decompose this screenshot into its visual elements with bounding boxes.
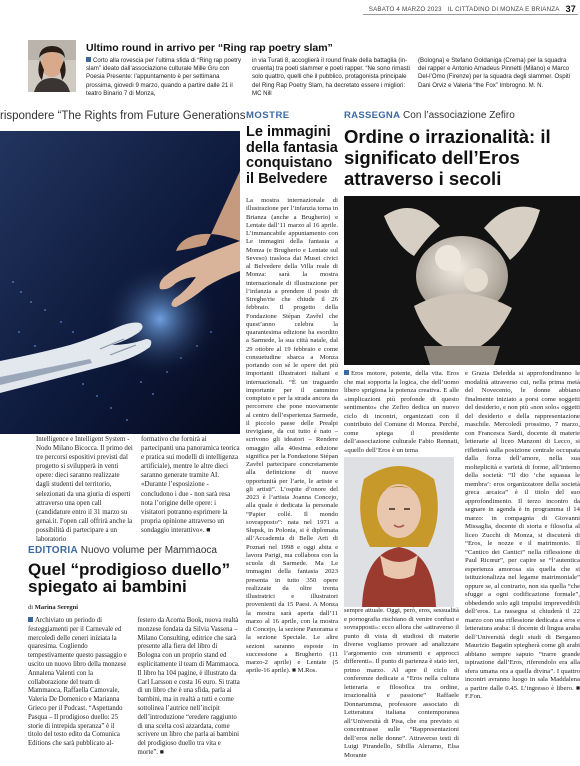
editoria-kicker-label: EDITORIA: [28, 545, 78, 556]
editoria-col-2: festero da Acoma Book, nuova realtà monzese fondata da Silvia Vassena – Milano Consulting, editrice che sarà presente alla fiera del libro di Bologna con un proprio stand ed esplicitamente il team di Mammaoca. Il libro ha 104 pagine, è illustrato da Carl Larsson e costa 16 euro. Si tratta di un libro che è una sfida, parla ai bambini, ma in realtà a tutti e come sottolinea l’autrice nell’incipit dell’introduzione “eredere raggiunto di una scelta così azzardata, come scrivere un libro che parla ai bambini del prodigioso duello tra vita e morte”. ■: [137, 617, 240, 756]
rassegna-kicker-label: RASSEGNA: [344, 110, 401, 121]
rassegna-title: Ordine o irrazionalità: il significato dell’Eros attraverso i secoli: [344, 126, 551, 189]
cupid-psyche-sculpture: [344, 196, 580, 365]
teaser-col-1-text: Corto alla rovescia per l’ultima sfida di “Ring rap poetry slam” ideato dall’associazione culturale Mille Gru con Poesia Presente: l’appuntamento è per settimana prossima, giovedì 9 marzo, quando a partire dalle 21 il teatro Binario 7 di Monza,: [86, 57, 242, 97]
editoria-body: [28, 617, 240, 763]
page-number: 37: [565, 4, 576, 14]
ai-article: [0, 105, 246, 544]
rassegna-col-1: [344, 370, 459, 760]
editoria-byline: [28, 604, 78, 611]
rassegna-col-1a: Eros motore, potente, della vita. Eros che mai sopporta la logica, che dell’uomo libero sprigiona la potenza creativa. E alle «implicazioni più profonde di questo sentimento» che Zefiro dedica un nuovo ciclo di incontri, organizzati con il contributo del Comune di Monza. Perché, come spiega il presidente dell’associazione culturale Fabio Rennati, «quello dell’Eros è un tema: [344, 370, 459, 454]
header-info: [369, 4, 576, 14]
rassegna-article: [344, 110, 580, 766]
header-rule: [363, 14, 578, 15]
teaser-col-1: [86, 57, 244, 97]
editoria-col-1: [28, 617, 131, 763]
person-portrait-image: [28, 40, 76, 92]
rassegna-col-1b: sempre attuale. Oggi, però, eros, sessualità e pornografia rischiano di venire confusi e sovrapposti»: ecco allora che «attraverso il punto di vista di studiosi di materie diverse vogliamo provare ad analizzare l’argomento con strumenti e approcci differenti». Il punto di partenza è stato ieri, primo marzo. Al apre il ciclo di conferenze dedicate a “Eros nella cultura letteraria e filosofica tra ordine, irrazionalità e passione” Raffaele Donnarumma, professore associato di Letteratura italiana contemporanea all’Università di Pisa, che era previsto si concentrasse sulle “Rappresentazioni dell’eros nelle donne”. Attraverso testi di Luigi Pirandello, Sibilla Aleramo, Elsa Morante: [344, 607, 459, 759]
eros-sculpture-image: [344, 196, 580, 365]
rassegna-col-2a: e Grazia Deledda si approfondiranno le modalità attraverso cui, nella prima metà del Novecento, le donne abbiano finalmente iniziato a porsi come soggetti del desiderio, e non più «non solo» oggetti del desiderio e della rappresentazione maschile. Mercoledì prossimo, 7 marzo, con Francesca Sardi, docente di materie letterarie al liceo Manzoni di Lecco, si rifletterà sulla posizione: [465, 370, 580, 454]
rassegna-col-2: [465, 370, 580, 760]
ai-article-headline: rispondere “The Rights from Future Generations: [0, 110, 246, 122]
byline-prefix: di: [28, 604, 34, 611]
bullet-square-icon: [86, 57, 91, 62]
ai-col-1: Intelligence e Intelligent System - Nodo Milano Bicocca. Il primo dei tre percorsi espositivi previsti dal progetto si svilupperà in venti opere: dieci saranno realizzate dagli studenti del territorio, selezionati da una giuria di esperti attraverso una open call (candidature entro il 31 marzo su genai.it. I'open call offrirà anche la possibilità di partecipare a un laboratorio: [36, 436, 133, 544]
mostre-kicker: MOSTRE: [246, 110, 290, 121]
rassegna-kicker: [344, 110, 580, 121]
byline-name: Marina Seregni: [34, 604, 79, 611]
ai-article-body: [36, 435, 240, 544]
teaser-col-2: in via Turati 8, accoglierà il round finale della battaglia (in-cruenta) tra poeti slammer e poeti rapper. “Ne sono rimasti solo quattro, quelli che il pubblico, protagonista principale del Ring Rap Poetry Slam, ha decretato essere i migliori: MC Nill: [252, 57, 410, 97]
woman-portrait-illustration: [344, 457, 454, 607]
rassegna-kicker-sub: Con l’associazione Zefiro: [403, 110, 515, 121]
portrait-wrap: [344, 457, 459, 607]
teaser-body: [86, 57, 576, 97]
editoria-article: [28, 545, 240, 766]
ai-col-2: formativo che fornirà ai partecipanti una panoramica teorica e pratica sui modelli di intelligenza artificiale), mentre le altre dieci saranno generate tramite AI. «Durante l’esposizione - concludono i due - non sarà resa nota l’origine delle opere: i visitatori potranno esprimere la propria opinione attraverso un sondaggio interattivo». ■: [141, 436, 240, 534]
header-paper-name: IL CITTADINO DI MONZA E BRIANZA: [447, 5, 560, 13]
teaser-title: Ultimo round in arrivo per “Ring rap poetry slam”: [86, 42, 333, 54]
mostre-title: Le immagini della fantasia conquistano il Belvedere: [246, 124, 338, 187]
bullet-square-icon: [344, 370, 349, 375]
rassegna-body: [344, 370, 580, 760]
teaser-col-3: (Bologna) e Stefano Goldaniga (Crema) per la squadra dei rapper e Antonio Amadeus Pinnetti (Milano) e Marco Del-l’Omo (Firenze) per la squadra degli slammer. Ospiti Dani Orviz e Valeria “the Fox” Imbrogno. M. N.: [418, 57, 571, 89]
bullet-square-icon: [28, 617, 33, 622]
editoria-title: Quel “prodigioso duello” spiegato ai bambini: [28, 560, 231, 596]
page-header: [0, 0, 580, 40]
woman-portrait-image: [344, 457, 454, 597]
editoria-col-1-text: Archiviato un periodo di festeggiamenti per il Carnevale ed mercoledì delle ceneri iniziata la quaresima. Cogliendo tempestivamente questo passaggio e uscito un nuovo libro della monzese Annalena Valenti con la collaborazione del team di Mammaoca, Raffaella Camovale, Valeria De Domenico e Marianna Grieco per il Podcast. “Aspettando Pasqua – Il prodigioso duello: 25 storie di intrepida speranza” è il titolo del testo edito da Comunica Editions che sarà pubblicato al-: [28, 617, 127, 748]
rassegna-col-2b: centrale occupata dalla forza dell’amore, nella sua molteplicità e varietà di forme, all’interno della società: “Il dio ‘che squassa le membra’: eros organizzatore della società greca arcaica” è il titolo del suo approfondimento. Il terzo incontro da segnare in agenda è in programma il 14 marzo: in compagnia di Giovanni Missaglia, docente di storia e filosofia al liceo Zucchi di Monza, si discuterà di “Eros, le nozze e il matrimonio. Il “Cantico dei Cantici” nella riflessione di Paul Ricœur”, per capire se “l’autentica esperienza amorosa sia quella che si istituzionalizza nel legame matrimoniale” oppure se, al contrario, non sia quella “che sfugge a ogni codificazione formale”, obbedendo solo agli impulsi imprevedibili dell’eros. La rassegna si chiuderà il 22 marzo con una riflessione dedicata a eros e letteratura araba: il docente di lingua araba dell’Università degli studi di Bergamo Maurizio Bagatin spiegherà come gli arabi abbiano sempre saputo “trarre grande ispirazione dall’Eros, riferendolo era alla sfera umana ora a quella divina”. I quattro incontri avranno luogo in sala Maddalena a partire dalle 0.45. L’ingresso è libero. ■ F.Fon.: [465, 446, 580, 700]
teaser-article: [28, 40, 580, 95]
mostre-body: La mostra internazionale di illustrazione per l’infanzia torna in Brianza (anche a Brugherio) e Lentate dall’11 marzo al 16 aprile. L’immancabile appuntamento con Le immagini della fantasia a Monza (e Brugherio e Lentate sul Seveso) traslocа dai Musei civici al Belvedere della Villa reale di Monza: sarà la mostra internazionale di illustrazione per l’infanzia a prendere il posto di Streghe/rie che chiude il 26 febbraio. Il progetto della Fondazione Stépan Zavřel che quest’anno celebra la quarantesima edizione ha esordito a Sarmede, la sua città natale, dal 29 ottobre al 19 febbraio e come consuetudine sbarca a Monza portando con sé le opere dei più importanti illustratori italiani e internazionali. “È un traguardo importante per il cammino compiuto e per la strada ancora da percorrere che pone nuovamente al centro dell’esperienza Sarmede, il piccolo paese delle Prealpi trevigiane, da cui tutto è nato – scrivono gli ideatori – Rendere omaggio alla 40esima edizione significa per la Fondazione Stépan Zavřel partecipare concretamente alla definizione di nuove opportunità per l’arte, le artiste e gli artisti”. L’ospite d’onore del 2023 è l’artista Joanna Concejo, alla quale è dedicata la personale “Papier collé. Il mondo sovrapposto”: nata nel 1971 a Słupsk, in Polonia, si è diplomata all’Accademia di Belle Arti di Poznań nel 1998 e oggi abita e lavora Parigi, ma collabora con la scuola di Sarmede. Ma Le immagini della fantasia 2023 presenta in tutto 350 opere realizzate da oltre trenta illustratrici e illustratori provenienti da 15 Paesi. A Monza la mostra sarà aperta dall’11 marzo al 16 aprile, con la mostra di Concejo, la sezione Panorama e la sezione Speciale. Le altre sezioni saranno esposte in successione a Brugherio (11 marzo-2 aprile) e Lentate (5 aprile-16 aprile). ■ M.Ros.: [246, 197, 338, 675]
robot-hand-image: [0, 131, 240, 434]
header-date: SABATO 4 MARZO 2023: [368, 5, 442, 13]
robot-hand-illustration: [0, 131, 240, 434]
mostre-article: [246, 110, 338, 766]
editoria-kicker: [28, 545, 240, 556]
author-photo: [28, 40, 76, 92]
editoria-kicker-sub: Nuovo volume per Mammaoca: [80, 545, 217, 556]
